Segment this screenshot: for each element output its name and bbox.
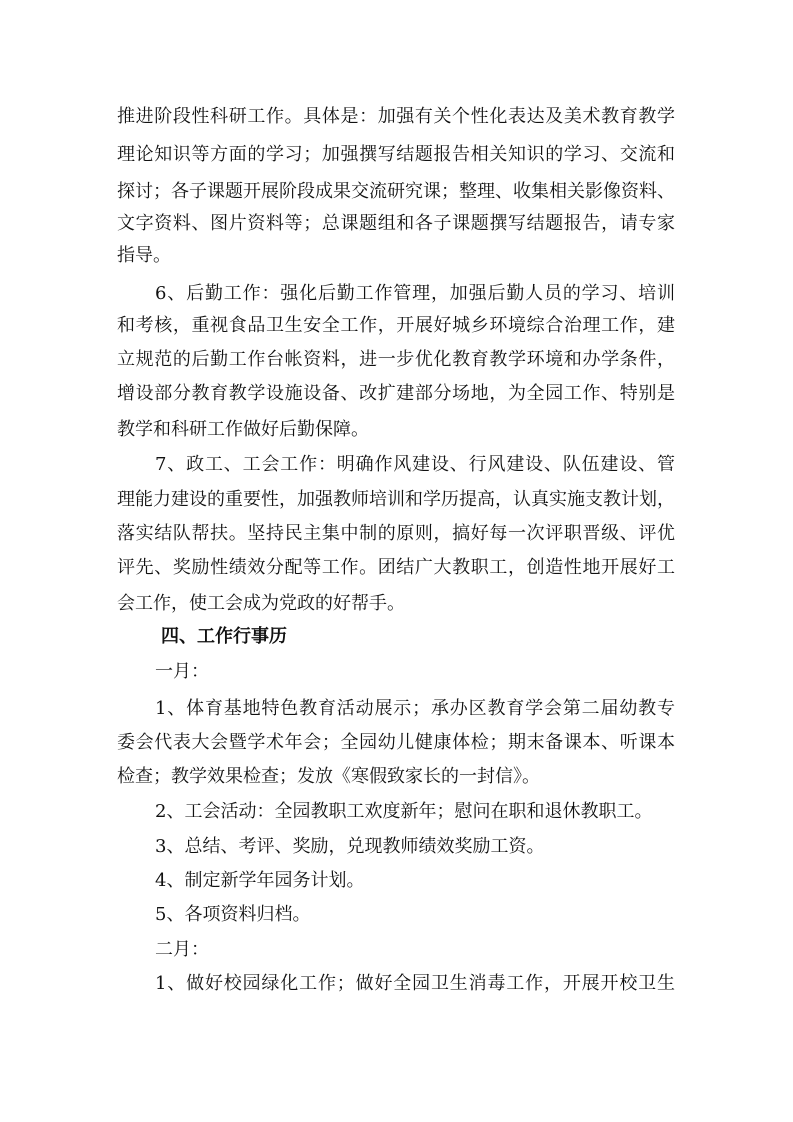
january-item4: 4、制定新学年园务计划。 [155, 870, 365, 891]
para-politics-line-2: 理能力建设的重要性，加强教师培训和学历提高，认真实施支教计划， [117, 489, 675, 510]
january-item1-line-1: 1、体育基地特色教育活动展示；承办区教育学会第二届幼教专 [155, 698, 675, 719]
january-item1-line-2: 委会代表大会暨学术年会；全园幼儿健康体检；期末备课本、听课本 [117, 732, 675, 753]
january-item2: 2、工会活动：全园教职工欢度新年；慰问在职和退休教职工。 [155, 801, 653, 822]
para-logistics-line-4: 增设部分教育教学设施设备、改扩建部分场地，为全园工作、特别是 [117, 383, 675, 404]
para-logistics-line-5: 教学和科研工作做好后勤保障。 [117, 419, 369, 440]
january-item3: 3、总结、考评、奖励，兑现教师绩效奖励工资。 [155, 836, 545, 857]
january-item1-line-3: 检查；教学效果检查；发放《寒假致家长的一封信》。 [117, 766, 540, 787]
february-title: 二月： [155, 939, 209, 960]
para-research-line-1: 推进阶段性科研工作。具体是：加强有关个性化表达及美术教育教学 [117, 106, 675, 127]
february-item1-line-1: 1、做好校园绿化工作；做好全园卫生消毒工作，开展开校卫生 [155, 973, 675, 994]
para-research-line-2: 理论知识等方面的学习；加强撰写结题报告相关知识的学习、交流和 [117, 144, 675, 165]
section-heading: 四、工作行事历 [161, 626, 287, 647]
para-logistics-line-1: 6、后勤工作：强化后勤工作管理，加强后勤人员的学习、培训 [155, 283, 675, 304]
para-politics-line-5: 会工作，使工会成为党政的好帮手。 [117, 593, 405, 614]
january-title: 一月： [155, 661, 209, 682]
para-research-line-3: 探讨；各子课题开展阶段成果交流研究课；整理、收集相关影像资料、 [117, 181, 675, 202]
para-politics-line-3: 落实结队帮扶。坚持民主集中制的原则，搞好每一次评职晋级、评优 [117, 523, 675, 544]
para-research-line-4: 文字资料、图片资料等；总课题组和各子课题撰写结题报告，请专家 [117, 213, 675, 234]
para-research-line-5: 指导。 [117, 245, 171, 266]
january-item5: 5、各项资料归档。 [155, 904, 311, 925]
para-politics-line-4: 评先、奖励性绩效分配等工作。团结广大教职工，创造性地开展好工 [117, 557, 675, 578]
para-logistics-line-3: 立规范的后勤工作台帐资料，进一步优化教育教学环境和办学条件， [117, 349, 675, 370]
para-logistics-line-2: 和考核，重视食品卫生安全工作，开展好城乡环境综合治理工作，建 [117, 315, 675, 336]
para-politics-line-1: 7、政工、工会工作：明确作风建设、行风建设、队伍建设、管 [155, 454, 675, 475]
